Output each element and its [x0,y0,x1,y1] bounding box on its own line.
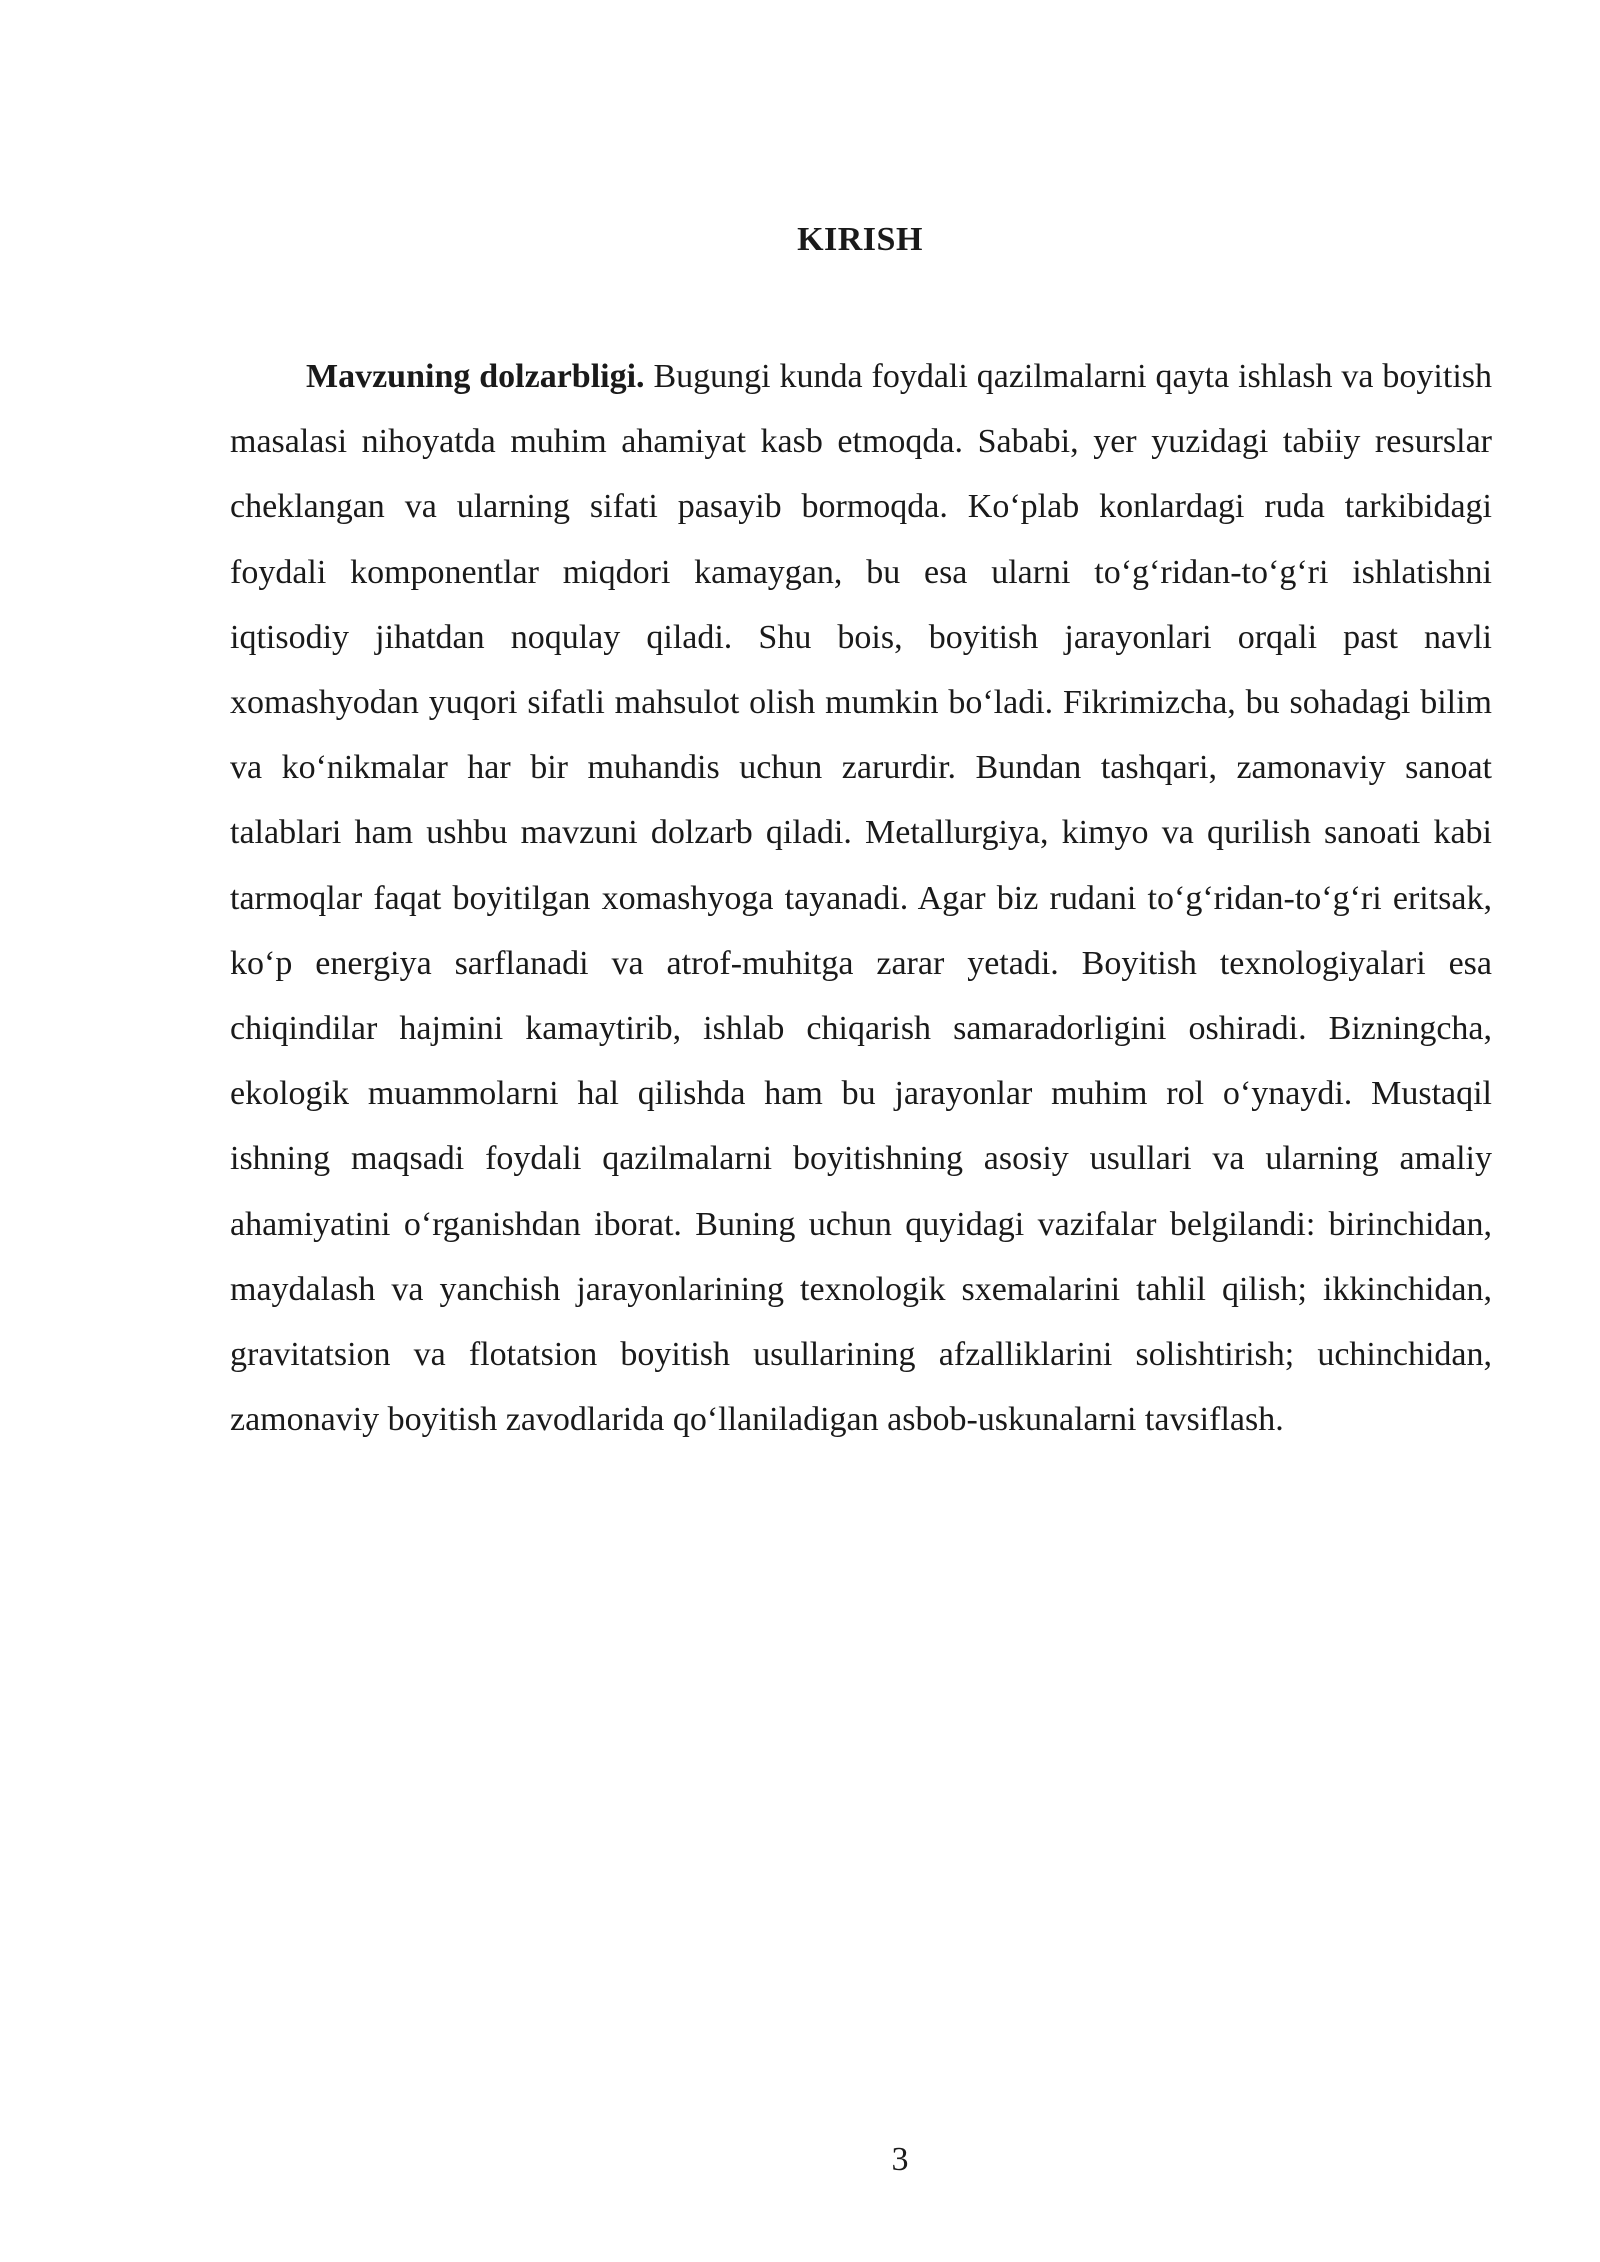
page-number: 3 [891,2141,909,2178]
paragraph-text: Bugungi kunda foydali qazilmalarni qayta ishlash va boyitish masalasi nihoyatda muhim ahamiyat kasb etmoqda. Sababi, yer yuzidagi tabiiy resurslar cheklangan va ularning sifati pasayib bormoqda. Ko‘plab konlardagi ruda tarkibidagi foydali komponentlar miqdori kamaygan, bu esa ularni to‘g‘ridan-to‘g‘ri ishlatishni iqtisodiy jihatdan noqulay qiladi. Shu bois, boyitish jarayonlari orqali past navli xomashyodan yuqori sifatli mahsulot olish mumkin bo‘ladi. Fikrimizcha, bu sohadagi bilim va ko‘nikmalar har bir muhandis uchun zarurdir. Bundan tashqari, zamonaviy sanoat talablari ham ushbu mavzuni dolzarb qiladi. Metallurgiya, kimyo va qurilish sanoati kabi tarmoqlar faqat boyitilgan xomashyoga tayanadi. Agar biz rudani to‘g‘ridan-to‘g‘ri eritsak, ko‘p energiya sarflanadi va atrof-muhitga zarar yetadi. Boyitish texnologiyalari esa chiqindilar hajmini kamaytirib, ishlab chiqarish samaradorligini oshiradi. Bizningcha, ekologik muammolarni hal qilishda ham bu jarayonlar muhim rol o‘ynaydi. Mustaqil ishning maqsadi foydali qazilmalarni boyitishning asosiy usullari va ularning amaliy ahamiyatini o‘rganishdan iborat. Buning uchun quyidagi vazifalar belgilandi: birinchidan, maydalash va yanchish jarayonlarining texnologik sxemalarini tahlil qilish; ikkinchidan, gravitatsion va flotatsion boyitish usullarining afzalliklarini solishtirish; uchinchidan, zamonaviy boyitish zavodlarida qo‘llaniladigan asbob-uskunalarni tavsiflash. [230,358,1492,1439]
paragraph-lead: Mavzuning dolzarbligi. [306,358,645,395]
body-paragraph [230,344,1492,1452]
page-title: KIRISH [797,221,923,258]
